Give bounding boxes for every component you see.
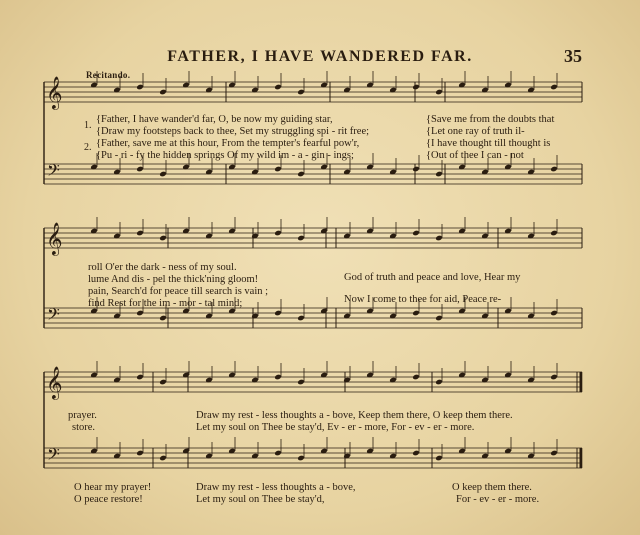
page-number: 35 bbox=[564, 46, 582, 66]
lyric-s2-l4-right: Now I come to thee for aid, Peace re- bbox=[344, 294, 502, 305]
lyric-s2-l1-right: God of truth and peace and love, Hear my bbox=[344, 272, 521, 283]
system-3-bass-clef: 𝄢 bbox=[47, 444, 60, 468]
lyric-s3-upper-l1-right: Draw my rest - less thoughts a - bove, Keep them there, O keep them there. bbox=[196, 410, 513, 421]
lyric-s2-l2-left: lume And dis - pel the thick'ning gloom! bbox=[88, 274, 259, 285]
system-2-treble-clef: 𝄞 bbox=[46, 222, 63, 255]
lyric-s3-lower-l2-left: O peace restore! bbox=[74, 494, 143, 505]
lyric-s3-upper-l1-left: prayer. bbox=[68, 410, 97, 421]
lyric-s1-l2-right: {Let one ray of truth il- bbox=[426, 126, 525, 137]
system-3-treble-clef: 𝄞 bbox=[46, 366, 63, 399]
lyric-s2-l4-left: find Rest for the im - mor - tal mind; bbox=[88, 298, 243, 309]
lyric-s1-l3-left: {Father, save me at this hour, From the tempter's fearful pow'r, bbox=[96, 138, 360, 149]
lyric-s1-l4-right: {Out of thee I can - not bbox=[426, 150, 524, 161]
lyric-s3-lower-l2-right: Let my soul on Thee be stay'd, bbox=[196, 494, 325, 505]
system-1-bass-clef: 𝄢 bbox=[47, 160, 60, 184]
lyric-s2-l1-left: roll O'er the dark - ness of my soul. bbox=[88, 262, 237, 273]
lyric-s3-upper-l2-right: Let my soul on Thee be stay'd, Ev - er - more, For - ev - er - more. bbox=[196, 422, 475, 433]
tempo-marking: Recitando. bbox=[86, 70, 131, 80]
lyric-s3-upper-l2-left: store. bbox=[72, 422, 96, 433]
lyric-s3-lower-l1-right: Draw my rest - less thoughts a - bove, bbox=[196, 482, 356, 493]
system-1-treble-clef: 𝄞 bbox=[46, 76, 63, 109]
lyric-s1-l1-right: {Save me from the doubts that bbox=[426, 114, 555, 125]
lyric-s1-l3-right: {I have thought till thought is bbox=[426, 138, 551, 149]
lyric-s3-lower-l2-tail: For - ev - er - more. bbox=[456, 494, 540, 505]
lyric-s1-l1-left: {Father, I have wander'd far, O, be now my guiding star, bbox=[96, 114, 333, 125]
verse-number-1: 1. bbox=[84, 120, 92, 131]
verse-number-2: 2. bbox=[84, 142, 92, 153]
system-2-bass-clef: 𝄢 bbox=[47, 304, 60, 328]
lyric-s3-lower-l1-left: O hear my prayer! bbox=[74, 482, 152, 493]
lyric-s3-lower-l1-tail: O keep them there. bbox=[452, 482, 532, 493]
hymn-title: FATHER, I HAVE WANDERED FAR. bbox=[167, 48, 473, 65]
lyric-s2-l3-left: pain, Search'd for peace till search is vain ; bbox=[88, 286, 269, 297]
lyric-s1-l4-left: {Pu - ri - fy the hidden springs Of my wild im - a - gin - ings; bbox=[96, 150, 354, 161]
lyric-s1-l2-left: {Draw my footsteps back to thee, Set my struggling spi - rit free; bbox=[96, 126, 370, 137]
